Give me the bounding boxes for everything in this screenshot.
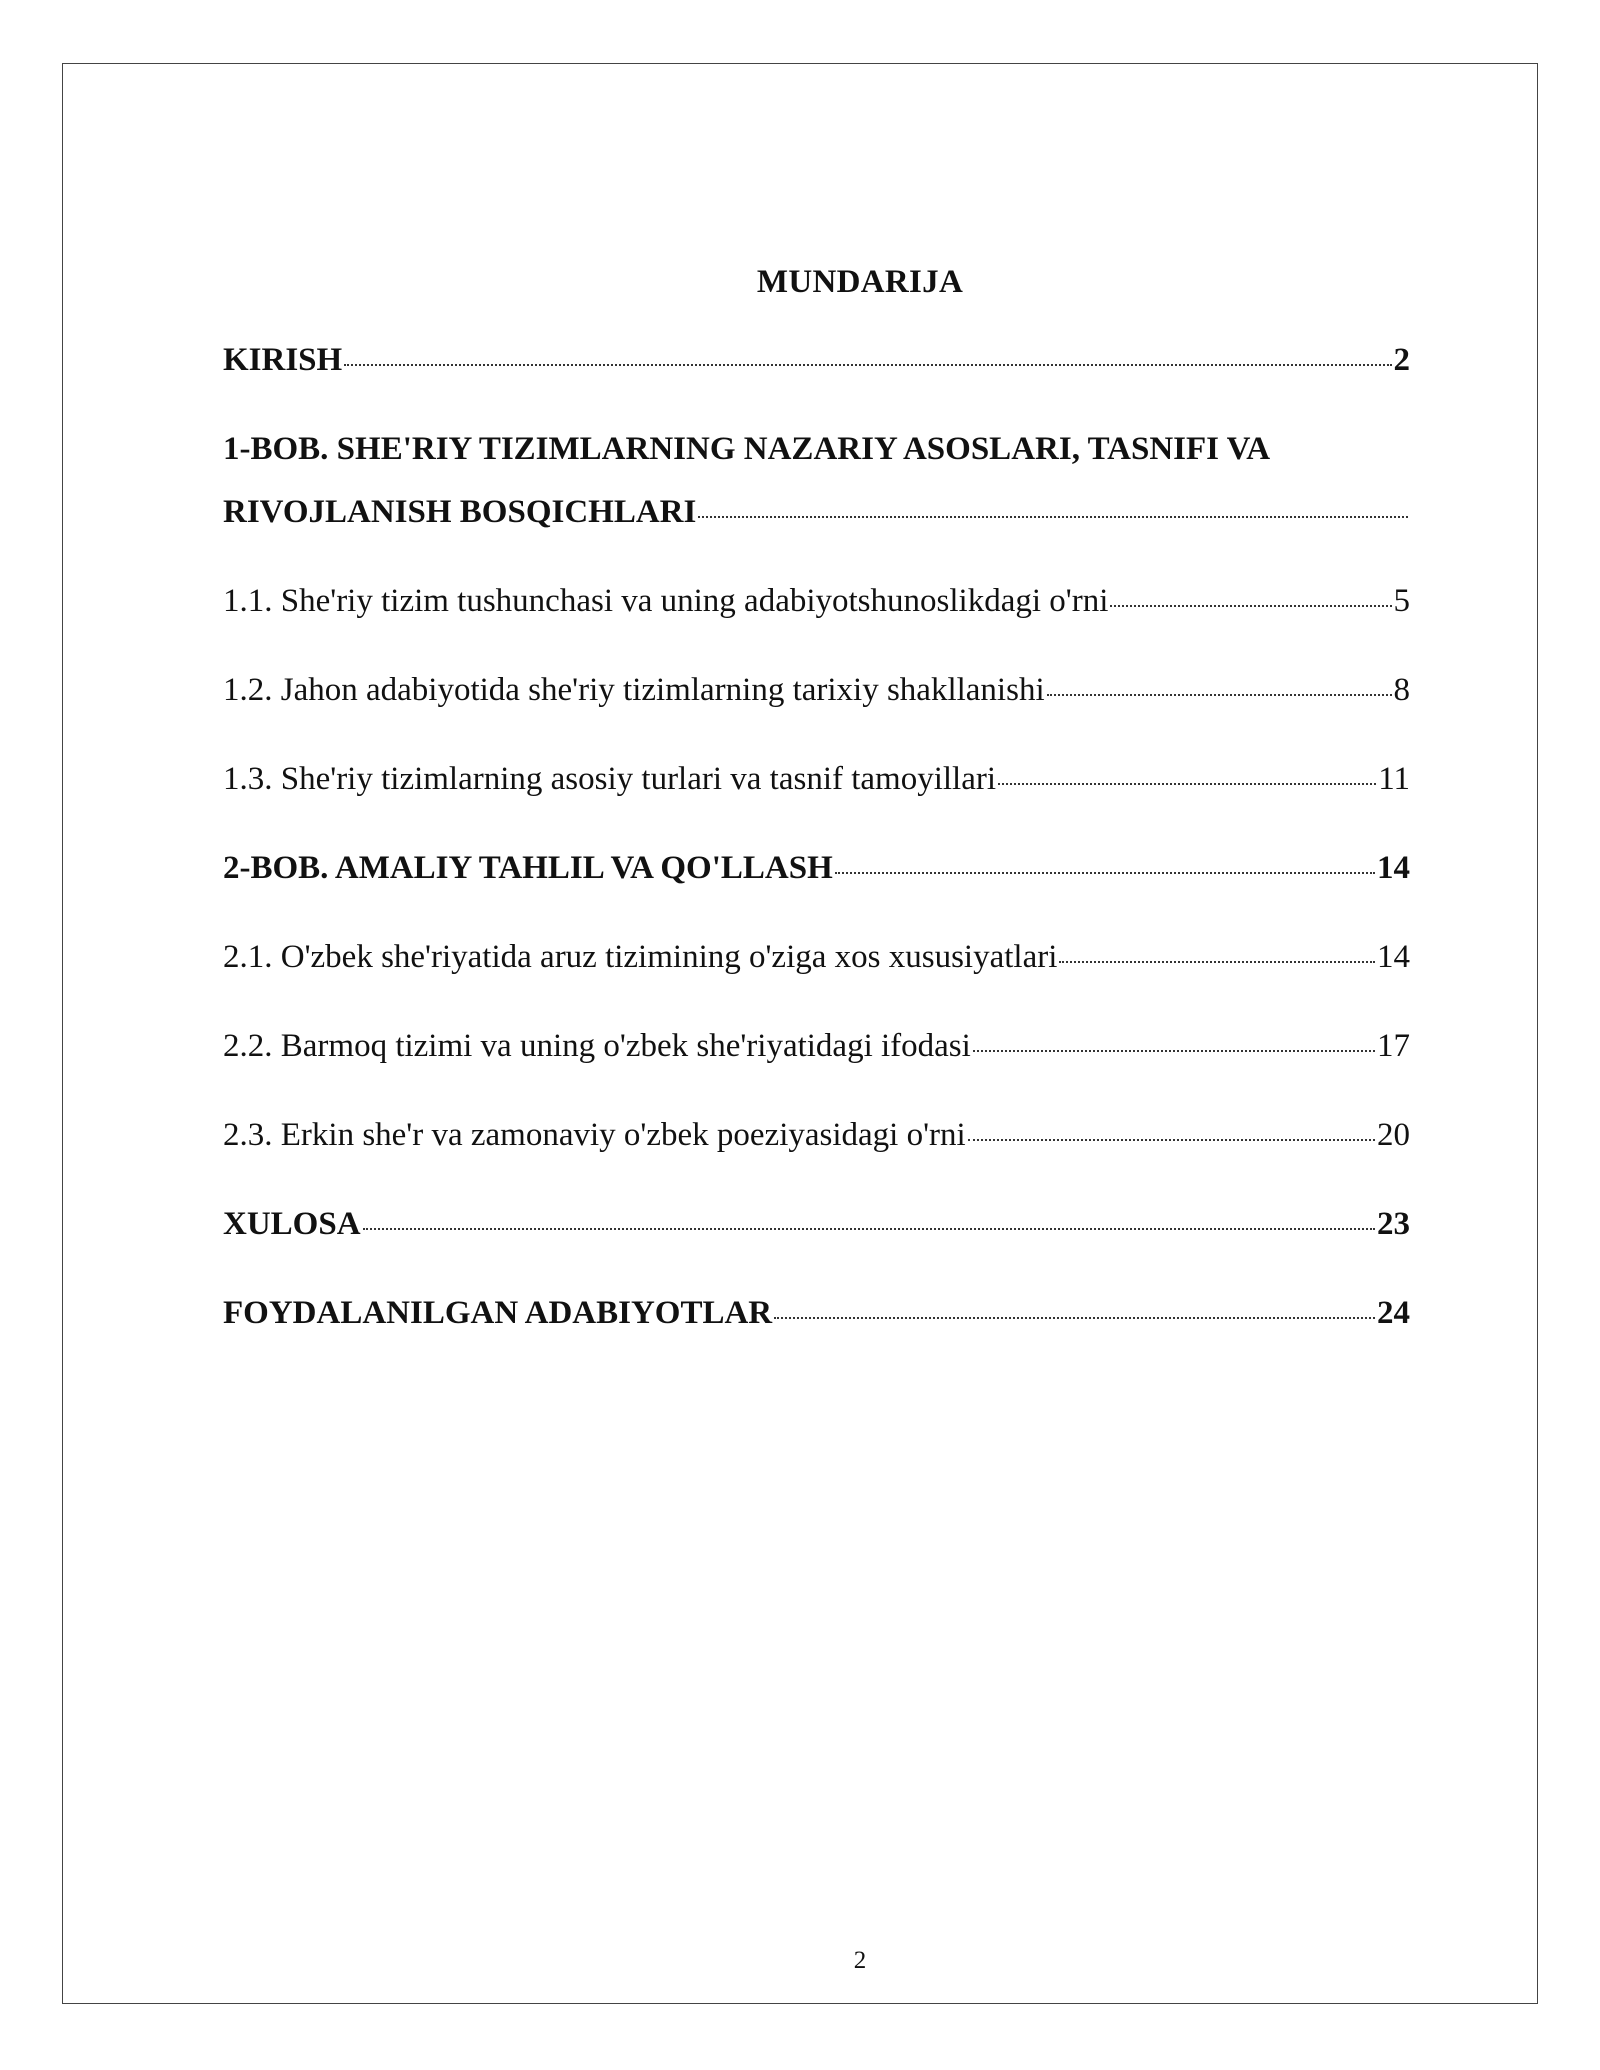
toc-entry-text: 2.1. O'zbek she'riyatida aruz tizimining o'ziga xos xususiyatlari <box>223 939 1058 975</box>
dot-leader <box>835 872 1375 874</box>
toc-entry-references[interactable] <box>223 1293 1410 1333</box>
toc-entry-page: 8 <box>1393 672 1410 708</box>
dot-leader <box>973 1050 1375 1052</box>
toc-entry-page: 14 <box>1377 939 1410 975</box>
dot-leader <box>1047 694 1392 696</box>
dot-leader <box>968 1139 1375 1141</box>
toc-entry-text: 1.2. Jahon adabiyotida she'riy tizimlarning tarixiy shakllanishi <box>223 672 1045 708</box>
dot-leader <box>698 516 1408 518</box>
toc-entry-2-1[interactable] <box>223 937 1410 977</box>
toc-entry-page: 24 <box>1377 1295 1410 1331</box>
toc-entry-page: 20 <box>1377 1117 1410 1153</box>
toc-entry-xulosa[interactable] <box>223 1204 1410 1244</box>
dot-leader <box>998 783 1376 785</box>
dot-leader <box>344 364 1391 366</box>
toc-entry-chapter1-line1[interactable]: 1-BOB. SHE'RIY TIZIMLARNING NAZARIY ASOSLARI, TASNIFI VA <box>223 431 1271 467</box>
page-number: 2 <box>853 1947 867 1974</box>
toc-entry-text: 1.1. She'riy tizim tushunchasi va uning adabiyotshunoslikdagi o'rni <box>223 583 1109 619</box>
toc-entry-text: RIVOJLANISH BOSQICHLARI <box>223 494 697 530</box>
toc-title: MUNDARIJA <box>756 264 964 300</box>
toc-entry-2-2[interactable] <box>223 1026 1410 1066</box>
table-of-contents <box>223 0 1410 1400</box>
toc-entry-chapter2[interactable] <box>223 848 1410 888</box>
toc-entry-text: 2-BOB. AMALIY TAHLIL VA QO'LLASH <box>223 850 833 886</box>
toc-entry-1-2[interactable] <box>223 670 1410 710</box>
dot-leader <box>774 1317 1375 1319</box>
toc-entry-text: 2.2. Barmoq tizimi va uning o'zbek she'riyatidagi ifodasi <box>223 1028 971 1064</box>
toc-entry-text: XULOSA <box>223 1206 361 1242</box>
toc-entry-page: 11 <box>1378 761 1410 797</box>
toc-entry-kirish[interactable] <box>223 340 1410 380</box>
toc-entry-2-3[interactable] <box>223 1115 1410 1155</box>
toc-entry-1-1[interactable] <box>223 581 1410 621</box>
toc-entry-page: 5 <box>1393 583 1410 619</box>
toc-entry-page: 23 <box>1377 1206 1410 1242</box>
toc-entry-page: 14 <box>1377 850 1410 886</box>
dot-leader <box>1059 961 1375 963</box>
toc-entry-text: KIRISH <box>223 342 343 378</box>
dot-leader <box>1110 605 1391 607</box>
toc-entry-text: 1.3. She'riy tizimlarning asosiy turlari va tasnif tamoyillari <box>223 761 997 797</box>
toc-entry-chapter1[interactable] <box>223 492 1410 532</box>
toc-entry-1-3[interactable] <box>223 759 1410 799</box>
toc-entry-page: 2 <box>1393 342 1410 378</box>
toc-entry-text: 2.3. Erkin she'r va zamonaviy o'zbek poeziyasidagi o'rni <box>223 1117 966 1153</box>
toc-entry-page: 17 <box>1377 1028 1410 1064</box>
dot-leader <box>363 1228 1375 1230</box>
toc-entry-text: FOYDALANILGAN ADABIYOTLAR <box>223 1295 773 1331</box>
